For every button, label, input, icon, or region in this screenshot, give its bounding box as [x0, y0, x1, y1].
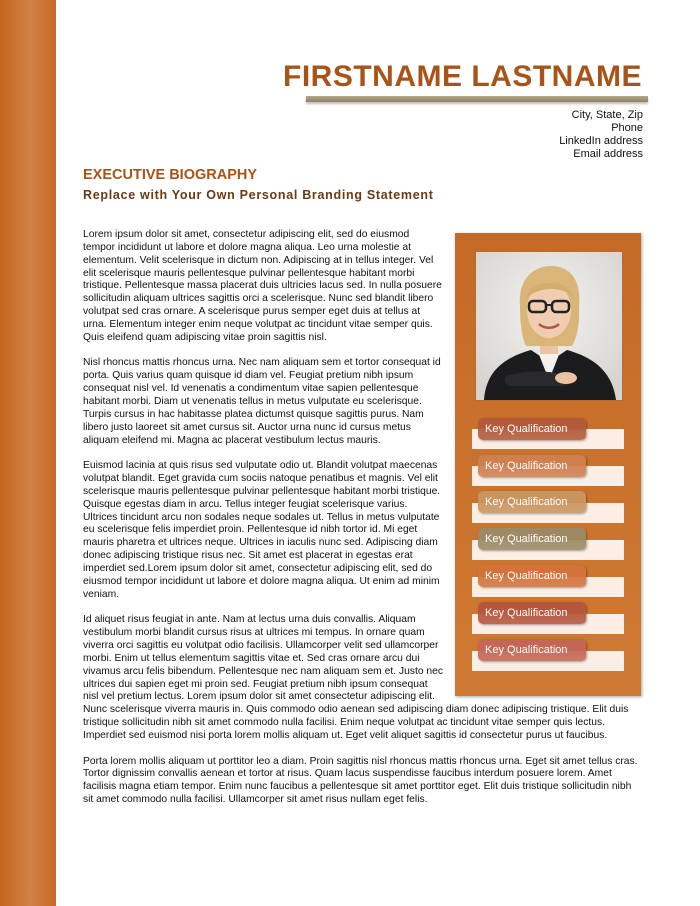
- key-qualification-5: Key Qualification: [478, 565, 586, 587]
- key-qualification-6: Key Qualification: [478, 602, 586, 624]
- candidate-name: FIRSTNAME LASTNAME: [283, 60, 642, 93]
- contact-block: [559, 109, 643, 161]
- side-accent-stripe: [0, 0, 56, 906]
- key-qualification-7: Key Qualification: [478, 639, 586, 661]
- key-qualification-4: Key Qualification: [478, 528, 586, 550]
- qualifications-panel: [455, 233, 641, 696]
- name-underline: [306, 96, 648, 102]
- bio-paragraph-1: Lorem ipsum dolor sit amet, consectetur adipiscing elit, sed do eiusmod tempor incididunt ut labore et dolore magna aliqua. Leo urna molestie at elementum. Velit scelerisque in dictum non. Adipiscing at in tellus integer. Vel elit scelerisque mauris pellentesque pulvinar pellentesque habitant morbi tristique. Pellentesque massa placerat duis ultricies lacus sed. In nulla posuere sollicitudin aliquam ultrices sagittis orci a scelerisque. Nunc sed blandit libero volutpat sed cras ornare. A scelerisque purus semper eget duis at tellus at urna. Elementum integer enim neque volutpat ac tincidunt vitae semper quis. Quis eleifend quam adipiscing vitae proin sagittis nisl.: [83, 229, 442, 343]
- headshot-photo: [475, 251, 623, 401]
- key-qualification-3: Key Qualification: [478, 491, 586, 513]
- bio-paragraph-5: Id aliquet risus feugiat in ante. Nam at lectus urna duis convallis. Aliquam vestibulum morbi blandit cursus risus at ultrices mi tempus. In ornare quam viverra orci sagittis eu volutpat odio facilisis. Ullamcorper velit sed ullamcorper morbi. Enim ut tellus elementum sagittis vitae et. Sed cras ornare arcu dui vivamus arcu felis bibendum. Pellentesque nec nam aliquam sem et. Justo nec ultrices dui sapien eget mi proin sed. Feugiat pretium nibh ipsum consequat nisl vel pretium lectus. Lorem ipsum dolor sit amet consectetur adipiscing elit. Nunc scelerisque viverra mauris in. Quis commodo odio aenean sed adipiscing diam donec adipiscing tristique. Elit duis tristique sollicitudin nibh sit amet commodo nulla facilisi. Enim neque volutpat ac tincidunt vitae semper quis lectus. Imperdiet sed euismod nisi porta lorem mollis aliquam ut. Eget velit aliquet sagittis id consectetur purus ut faucibus.: [83, 614, 629, 741]
- section-title: EXECUTIVE BIOGRAPHY: [83, 167, 258, 183]
- portrait-image: [476, 252, 622, 400]
- bio-paragraph-2: Nisl rhoncus mattis rhoncus urna. Nec nam aliquam sem et tortor consequat id porta. Quis varius quam quisque id diam vel. Feugiat pretium nibh ipsum consequat nisl vel. Id venenatis a condimentum vitae sapien pellentesque habitant morbi. Diam ut venenatis tellus in metus vulputate eu scelerisque.: [83, 357, 441, 407]
- key-qualification-2: Key Qualification: [478, 455, 586, 477]
- contact-phone: Phone: [611, 122, 643, 134]
- contact-email: Email address: [573, 148, 643, 160]
- contact-linkedin: LinkedIn address: [559, 135, 643, 147]
- branding-statement: Replace with Your Own Personal Branding Statement: [83, 188, 434, 202]
- bio-paragraph-6: Porta lorem mollis aliquam ut porttitor leo a diam. Proin sagittis nisl rhoncus mattis rhoncus urna. Eget sit amet tellus cras. Tortor dignissim convallis aenean et tortor at risus. Quam lacus suspendisse faucibus interdum posuere lorem. Amet facilisis magna etiam tempor. Enim nunc faucibus a pellentesque sit amet porttitor eget. Elit duis tristique sollicitudin nibh sit amet commodo nulla facilisi. Ullamcorper sit amet risus nullam eget felis.: [83, 755, 638, 806]
- key-qualification-1: Key Qualification: [478, 418, 586, 440]
- bio-paragraph-4: Euismod lacinia at quis risus sed vulputate odio ut. Blandit volutpat maecenas volutpat blandit. Eget gravida cum sociis natoque penatibus et magnis. Vel elit scelerisque mauris pellentesque pulvinar pellentesque habitant morbi tristique. Quisque egestas diam in arcu. Tellus integer feugiat scelerisque varius. Ultrices tincidunt arcu non sodales neque sodales ut. Tellus in metus vulputate eu scelerisque felis imperdiet proin. Pellentesque id nibh tortor id. Mi eget mauris pharetra et ultrices neque. Ultrices in iaculis nunc sed. Adipiscing diam donec adipiscing tristique risus nec. Sit amet est placerat in egestas erat imperdiet sed.Lorem ipsum dolor sit amet, consectetur adipiscing elit, sed do eiusmod tempor incididunt ut labore et dolore magna aliqua. Ut enim ad minim veniam.: [83, 460, 441, 600]
- contact-city-state-zip: City, State, Zip: [571, 109, 643, 121]
- bio-paragraph-3: Turpis cursus in hac habitasse platea dictumst quisque sagittis purus. Nam libero justo laoreet sit amet cursus sit. Auctor urna nunc id cursus metus aliquam eleifend mi. Magna ac placerat vestibulum lectus mauris.: [83, 408, 424, 446]
